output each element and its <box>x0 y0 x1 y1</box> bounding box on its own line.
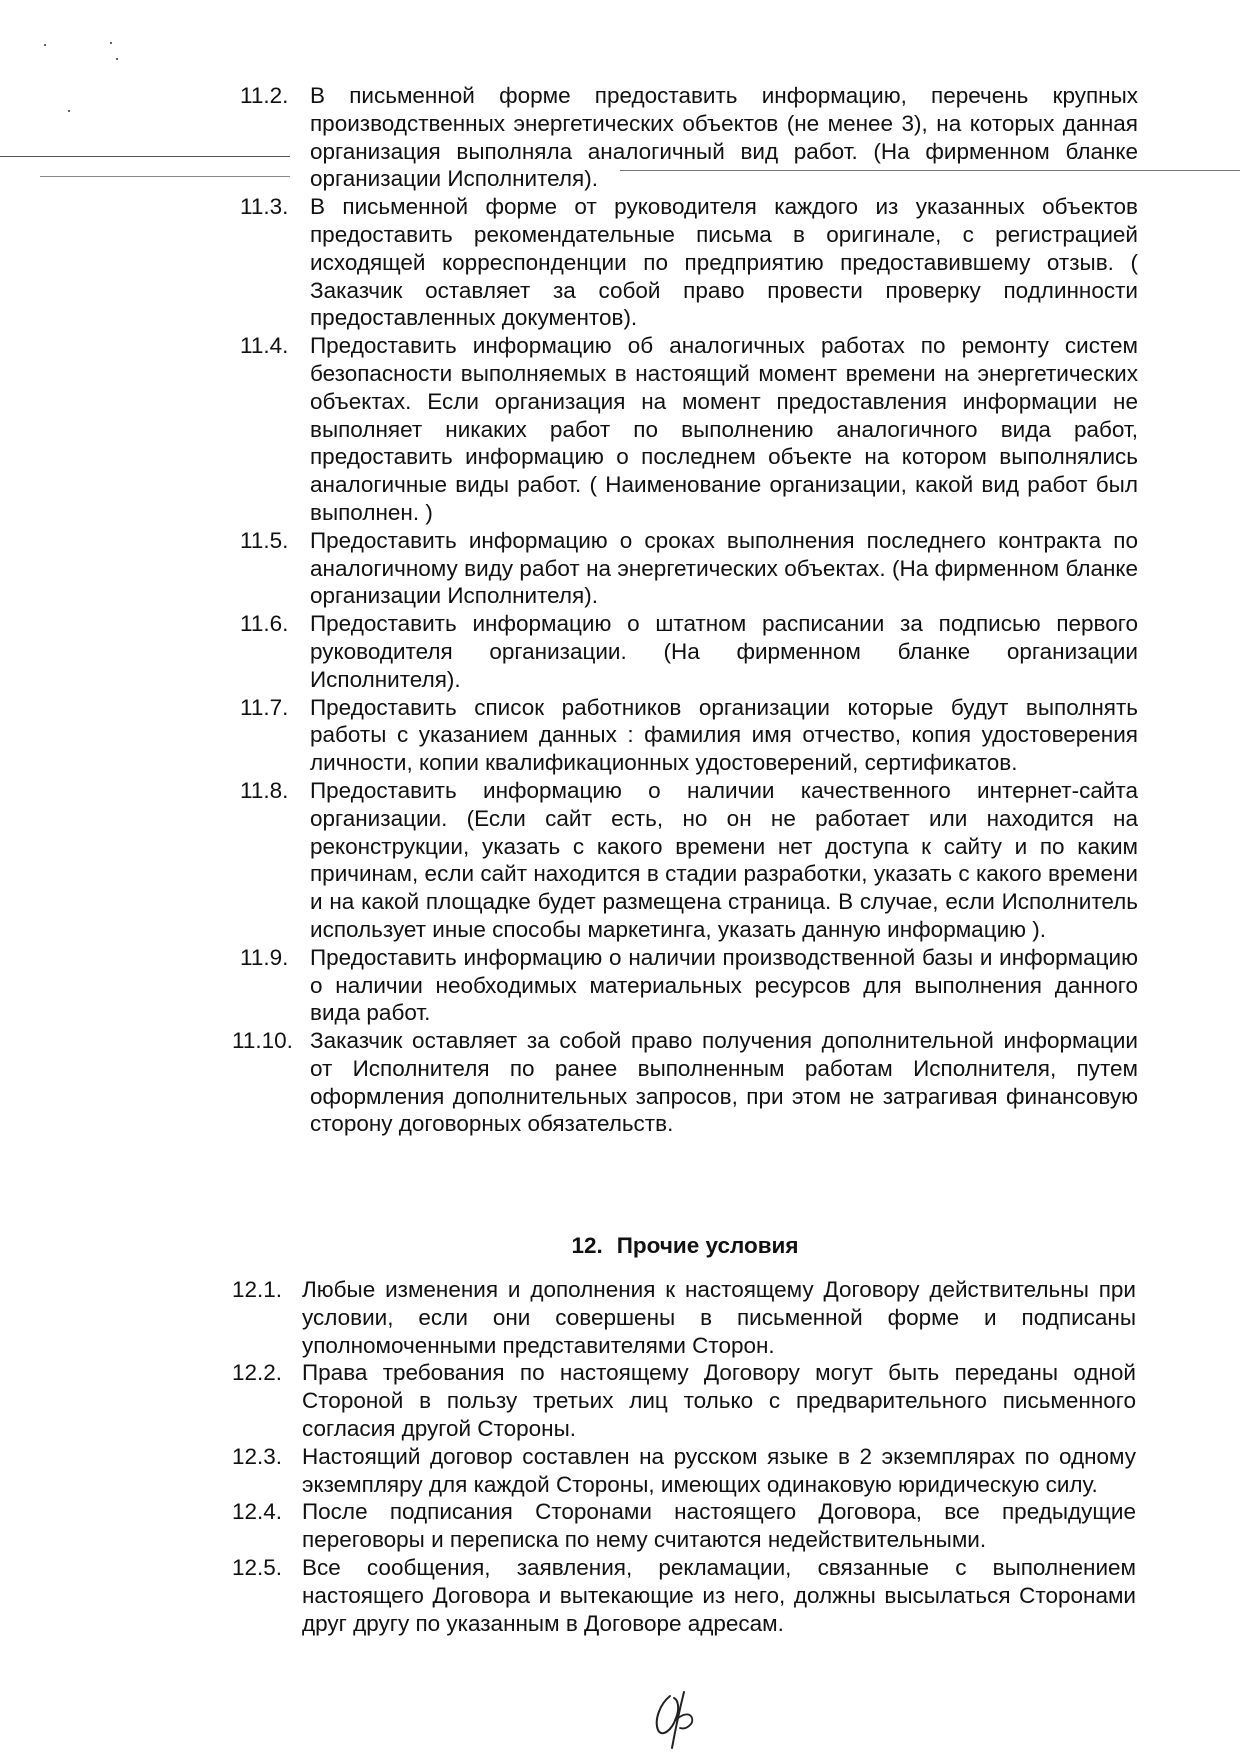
item-number: 11.9. <box>240 944 289 970</box>
item-number: 12.5. <box>232 1554 283 1580</box>
list-item <box>232 1027 1138 1138</box>
list-item <box>232 944 1138 1027</box>
section-12-list <box>224 1276 1136 1637</box>
list-item <box>232 332 1138 527</box>
item-number: 12.2. <box>232 1360 283 1386</box>
list-item <box>232 777 1138 944</box>
list-item <box>224 1498 1136 1554</box>
item-text: Предоставить информацию о наличии производственной базы и информацию о наличии необходимых материальных ресурсов для выполнения данного вида работ. <box>310 944 1138 1026</box>
item-text: В письменной форме предоставить информацию, перечень крупных производственных энергетических объектов (не менее 3), на которых данная организация выполняла аналогичный вид работ. (На фирменном бланке организации Исполнителя). <box>310 83 1138 192</box>
item-text: Предоставить список работников организации которые будут выполнять работы с указанием данных : фамилия имя отчество, копия удостоверения личности, копии квалификационных удостоверений, сертификатов. <box>310 694 1138 776</box>
item-text: Заказчик оставляет за собой право получения дополнительной информации от Исполнителя по ранее выполненным работам Исполнителя, путем оформления дополнительных запросов, при этом не затрагивая финансовую сторону договорных обязательств. <box>310 1028 1138 1137</box>
item-number: 11.7. <box>240 694 289 720</box>
section-11-list <box>232 82 1138 1138</box>
handwritten-signature-icon <box>640 1690 710 1754</box>
list-item <box>224 1554 1136 1637</box>
section-title: Прочие условия <box>616 1233 799 1258</box>
item-number: 12.1. <box>232 1277 283 1302</box>
item-number: 11.6. <box>240 611 289 637</box>
list-item <box>232 610 1138 693</box>
item-text: Предоставить информацию об аналогичных работах по ремонту систем безопасности выполняемых в настоящий момент времени на энергетических объектах. Если организация на момент предоставления информации не выполняет никаких работ по выполнению аналогичного вида работ, предоставить информацию о последнем объекте на котором выполнялись аналогичные виды работ. ( Наименование организации, какой вид работ был выполнен. ) <box>310 333 1138 525</box>
item-number: 12.3. <box>232 1443 283 1469</box>
section-number: 12. <box>571 1233 603 1258</box>
list-item <box>232 193 1138 332</box>
item-text: Предоставить информацию о штатном расписании за подписью первого руководителя организации. (На фирменном бланке организации Исполнителя). <box>310 611 1138 692</box>
scan-speck <box>68 110 70 112</box>
item-text: Настоящий договор составлен на русском языке в 2 экземплярах по одному экземпляру для каждой Стороны, имеющих одинаковую юридическую силу. <box>302 1443 1136 1497</box>
item-number: 11.4. <box>240 333 289 359</box>
scan-speck <box>44 44 46 46</box>
scan-speck <box>116 58 118 60</box>
item-number: 12.4. <box>232 1499 283 1525</box>
item-number: 11.10. <box>232 1028 293 1054</box>
item-text: Любые изменения и дополнения к настоящему Договору действительны при условии, если они совершены в письменной форме и подписаны уполномоченными представителями Сторон. <box>302 1277 1136 1358</box>
item-number: 11.5. <box>240 527 289 553</box>
scan-speck <box>110 42 112 44</box>
list-item <box>232 527 1138 610</box>
item-text: Права требования по настоящему Договору могут быть переданы одной Стороной в пользу третьих лиц только с предварительного письменного согласия другой Стороны. <box>302 1360 1136 1441</box>
list-item <box>232 82 1138 193</box>
item-number: 11.8. <box>240 777 289 803</box>
item-number: 11.3. <box>240 194 289 220</box>
section-heading <box>232 1232 1138 1260</box>
list-item <box>224 1276 1136 1359</box>
item-text: Предоставить информацию о наличии качественного интернет-сайта организации. (Если сайт есть, но он не работает или находится на реконструкции, указать с какого времени нет доступа к сайту и по каким причинам, если сайт находится в стадии разработки, указать с какого времени и на какой площадке будет размещена страница. В случае, если Исполнитель использует иные способы маркетинга, указать данную информацию ). <box>310 777 1138 942</box>
item-text: Предоставить информацию о сроках выполнения последнего контракта по аналогичному виду работ на энергетических объектах. (На фирменном бланке организации Исполнителя). <box>310 527 1138 609</box>
item-text: После подписания Сторонами настоящего Договора, все предыдущие переговоры и переписка по нему считаются недействительными. <box>302 1499 1136 1553</box>
list-item <box>224 1359 1136 1442</box>
list-item <box>232 694 1138 777</box>
item-text: В письменной форме от руководителя каждого из указанных объектов предоставить рекомендательные письма в оригинале, с регистрацией исходящей корреспонденции по предприятию предоставившему отзыв. ( Заказчик оставляет за собой право провести проверку подлинности предоставленных документов). <box>310 194 1138 331</box>
list-item <box>224 1443 1136 1499</box>
item-number: 11.2. <box>240 83 289 108</box>
item-text: Все сообщения, заявления, рекламации, связанные с выполнением настоящего Договора и вытекающие из него, должны высылаться Сторонами друг другу по указанным в Договоре адресам. <box>302 1554 1136 1636</box>
